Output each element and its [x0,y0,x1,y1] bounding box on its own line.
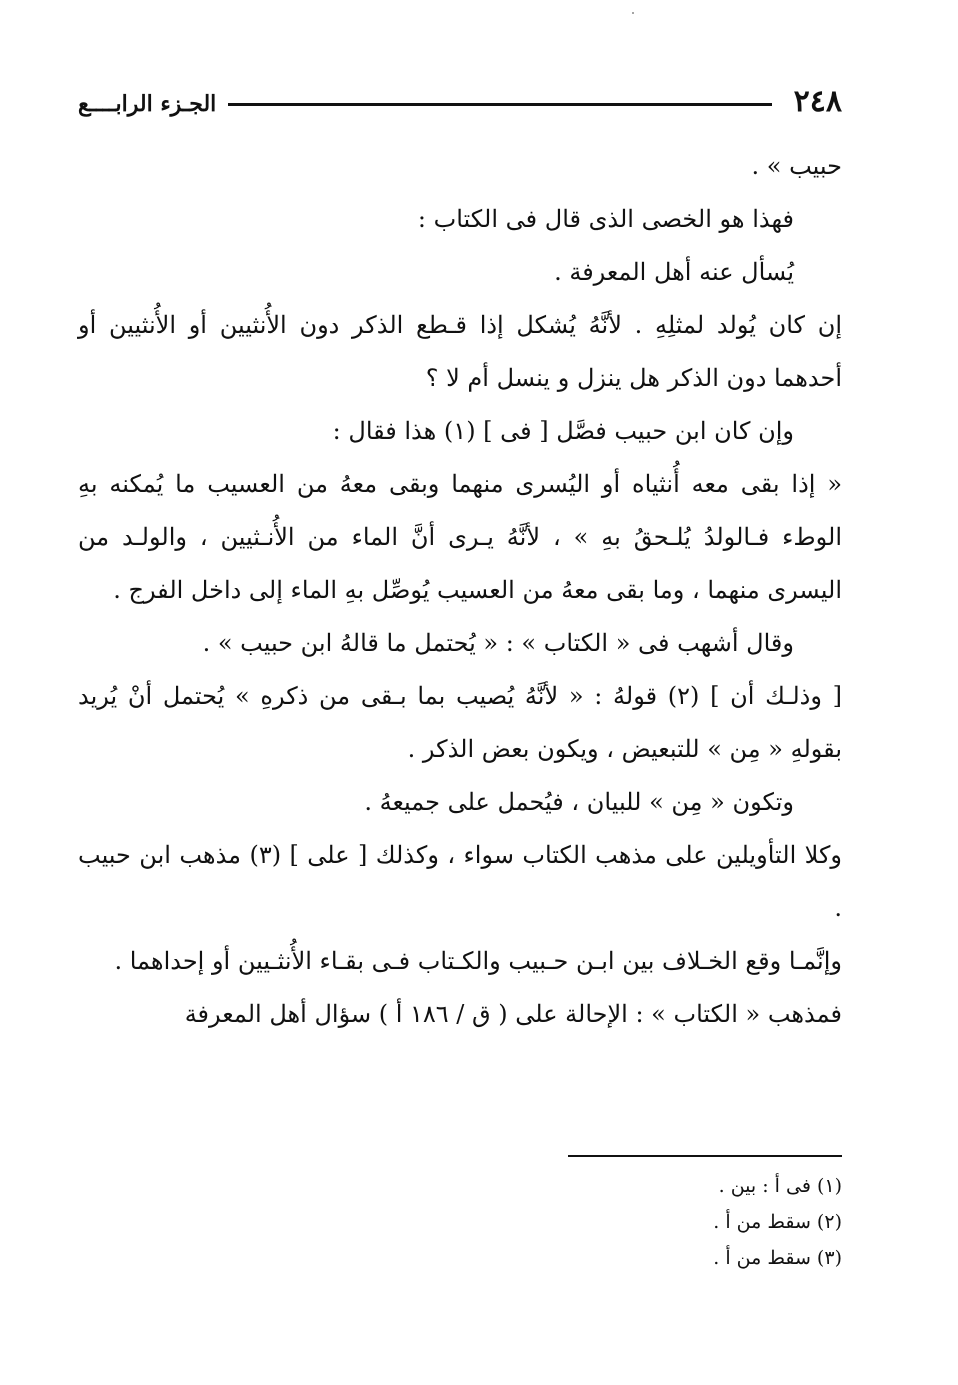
paragraph: وتكون « مِن » للبيان ، فيُحمل على جميعهُ . [364,788,794,816]
paragraph: فمذهب « الكتاب » : الإحالة على ( ق / ١٨٦ أ ) سؤال أهل المعرفة [184,1000,842,1028]
paragraph: « إذا بقى معه أُنثياه أو اليُسرى منهما وبقى معهُ من العسيب ما يُمكنه بهِ الوطء فـالولدُ يُلـحقُ بهِ » ، لأنَّهُ يـرى أنَّ الماء من الأُنـثيين ، والولـد من اليسرى منهما ، وما بقى معهُ من العسيب يُوصِّل بهِ الماء إلى داخل الفرج . [78,470,842,604]
paragraph: وكلا التأويلين على مذهب الكتاب سواء ، وكذلك [ على ] (٣) مذهب ابن حبيب . [78,841,842,922]
paragraph: حبيب » . [751,152,842,180]
paragraph: وقال أشهب فى « الكتاب » : « يُحتمل ما قالهُ ابن حبيب » . [202,629,794,657]
running-title: الجـزء الرابــــع [78,91,217,117]
paragraph: وإن كان ابن حبيب فصَّل [ فى ] (١) هذا فقال : [332,417,794,445]
paragraph: [ وذلـك أن ] (٢) قولهُ : « لأنَّهُ يُصيب بما بـقى من ذكرهِ » يُحتمل أنْ يُريد بقولهِ « مِن » للتبعيض ، ويكون بعض الذكر . [78,682,843,763]
footnotes [442,1168,842,1276]
paragraph: فهذا هو الخصى الذى قال فى الكتاب : [417,205,794,233]
page-number: ٢٤٨ [793,84,842,119]
print-speck [632,12,634,14]
body-text [78,140,842,1041]
paragraph: يُسأل عنه أهل المعرفة . [554,258,794,286]
footnote: (٢) سقط من أ . [713,1211,842,1233]
paragraph: وإنَّمـا وقع الخـلاف بين ابـن حـبيب والكـتاب فـى بقـاء الأُنثـيين أو إحداهما . [114,947,842,975]
page-header [78,78,842,128]
footnote: (٣) سقط من أ . [713,1247,842,1269]
paragraph: إن كان يُولد لمثلِهِ . لأنَّهُ يُشكل إذا قـطع الذكر دون الأُنثيين أو الأُنثيين أو أحدهما دون الذكر هل ينزل و ينسل أم لا ؟ [78,311,842,392]
footnote-rule [568,1155,842,1157]
footnote: (١) فى أ : بين . [718,1175,842,1197]
header-rule [228,103,772,106]
